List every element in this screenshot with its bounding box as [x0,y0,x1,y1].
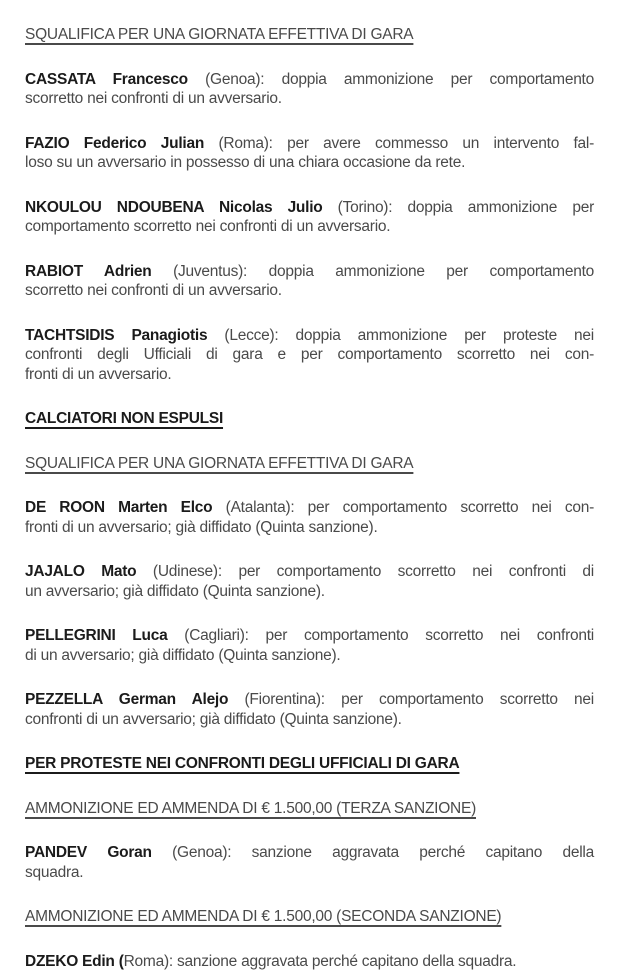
entry-pandev [25,843,594,882]
entry-line: squadra. [25,863,84,881]
entry-text: (Lecce): doppia ammonizione per proteste nei [207,326,594,344]
entry-line [25,70,594,90]
entry-text: (Genoa): doppia ammonizione per comportamento [187,70,594,88]
entry-line [25,626,594,646]
player-name: DE ROON Marten Elco [25,499,213,516]
entry-line [25,262,594,282]
player-name: RABIOT Adrien [25,262,152,280]
entry-line [25,562,594,582]
entry-dzeko [25,952,594,972]
player-name: FAZIO Federico Julian [25,134,205,152]
entry-line: un avversario; già diffidato (Quinta sanzione). [25,582,325,600]
entry-cassata [25,70,594,109]
entry-text: (Udinese): per comportamento scorretto nei confronti di [136,563,594,580]
player-name: TACHTSIDIS Panagiotis [25,326,208,344]
entry-text: (Atalanta): per comportamento scorretto nei con- [212,499,594,516]
entry-line: confronti degli Ufficiali di gara e per comportamento scorretto nei con- [25,346,594,363]
entry-line [25,198,594,218]
entry-line [25,498,594,518]
entry-line [25,326,594,346]
heading-ammonizione-terza: AMMONIZIONE ED AMMENDA DI € 1.500,00 (TERZA SANZIONE) [25,799,476,817]
entry-text: (Cagliari): per comportamento scorretto nei confronti [167,627,594,644]
entry-pezzella [25,690,594,729]
entry-text: (Fiorentina): per comportamento scorretto nei [228,691,594,708]
entry-line [25,690,594,710]
entry-line [25,843,594,863]
entry-pellegrini [25,626,594,665]
entry-jajalo [25,562,594,601]
player-name: NKOULOU NDOUBENA Nicolas Julio [25,198,323,216]
player-name: JAJALO Mato [25,563,137,580]
entry-nkoulou [25,198,594,237]
entry-line: fronti di un avversario; già diffidato (Quinta sanzione). [25,518,378,536]
heading-squalifica-giornata-2: SQUALIFICA PER UNA GIORNATA EFFETTIVA DI GARA [25,454,414,472]
entry-line [25,134,594,154]
entry-line [25,952,594,972]
entry-text: (Roma): per avere commesso un intervento fal- [204,134,594,152]
entry-text: Roma): sanzione aggravata perché capitano della squadra. [123,952,517,970]
entry-rabiot [25,262,594,301]
entry-text: (Torino): doppia ammonizione per [322,198,594,216]
player-name: PEZZELLA German Alejo [25,691,229,708]
entry-text: (Genoa): sanzione aggravata perché capitano della [151,844,594,861]
player-name: PANDEV Goran [25,844,152,861]
entry-line: fronti di un avversario. [25,365,172,383]
player-name: CASSATA Francesco [25,70,188,88]
player-name: DZEKO Edin ( [25,952,124,970]
heading-calciatori-non-espulsi: CALCIATORI NON ESPULSI [25,410,224,427]
heading-per-proteste: PER PROTESTE NEI CONFRONTI DEGLI UFFICIALI DI GARA [25,755,460,772]
entry-line: di un avversario; già diffidato (Quinta sanzione). [25,646,341,664]
heading-squalifica-giornata-1: SQUALIFICA PER UNA GIORNATA EFFETTIVA DI GARA [25,26,414,43]
entry-line: loso su un avversario in possesso di una chiara occasione da rete. [25,154,466,171]
entry-de-roon [25,498,594,537]
entry-line: confronti di un avversario; già diffidato (Quinta sanzione). [25,710,402,728]
entry-line: scorretto nei confronti di un avversario. [25,90,282,107]
entry-line: scorretto nei confronti di un avversario. [25,282,282,299]
entry-line: comportamento scorretto nei confronti di un avversario. [25,218,391,235]
heading-ammonizione-seconda: AMMONIZIONE ED AMMENDA DI € 1.500,00 (SECONDA SANZIONE) [25,908,502,925]
entry-tachtsidis [25,326,594,385]
entry-fazio [25,134,594,173]
entry-text: (Juventus): doppia ammonizione per comportamento [151,262,594,280]
player-name: PELLEGRINI Luca [25,627,168,644]
